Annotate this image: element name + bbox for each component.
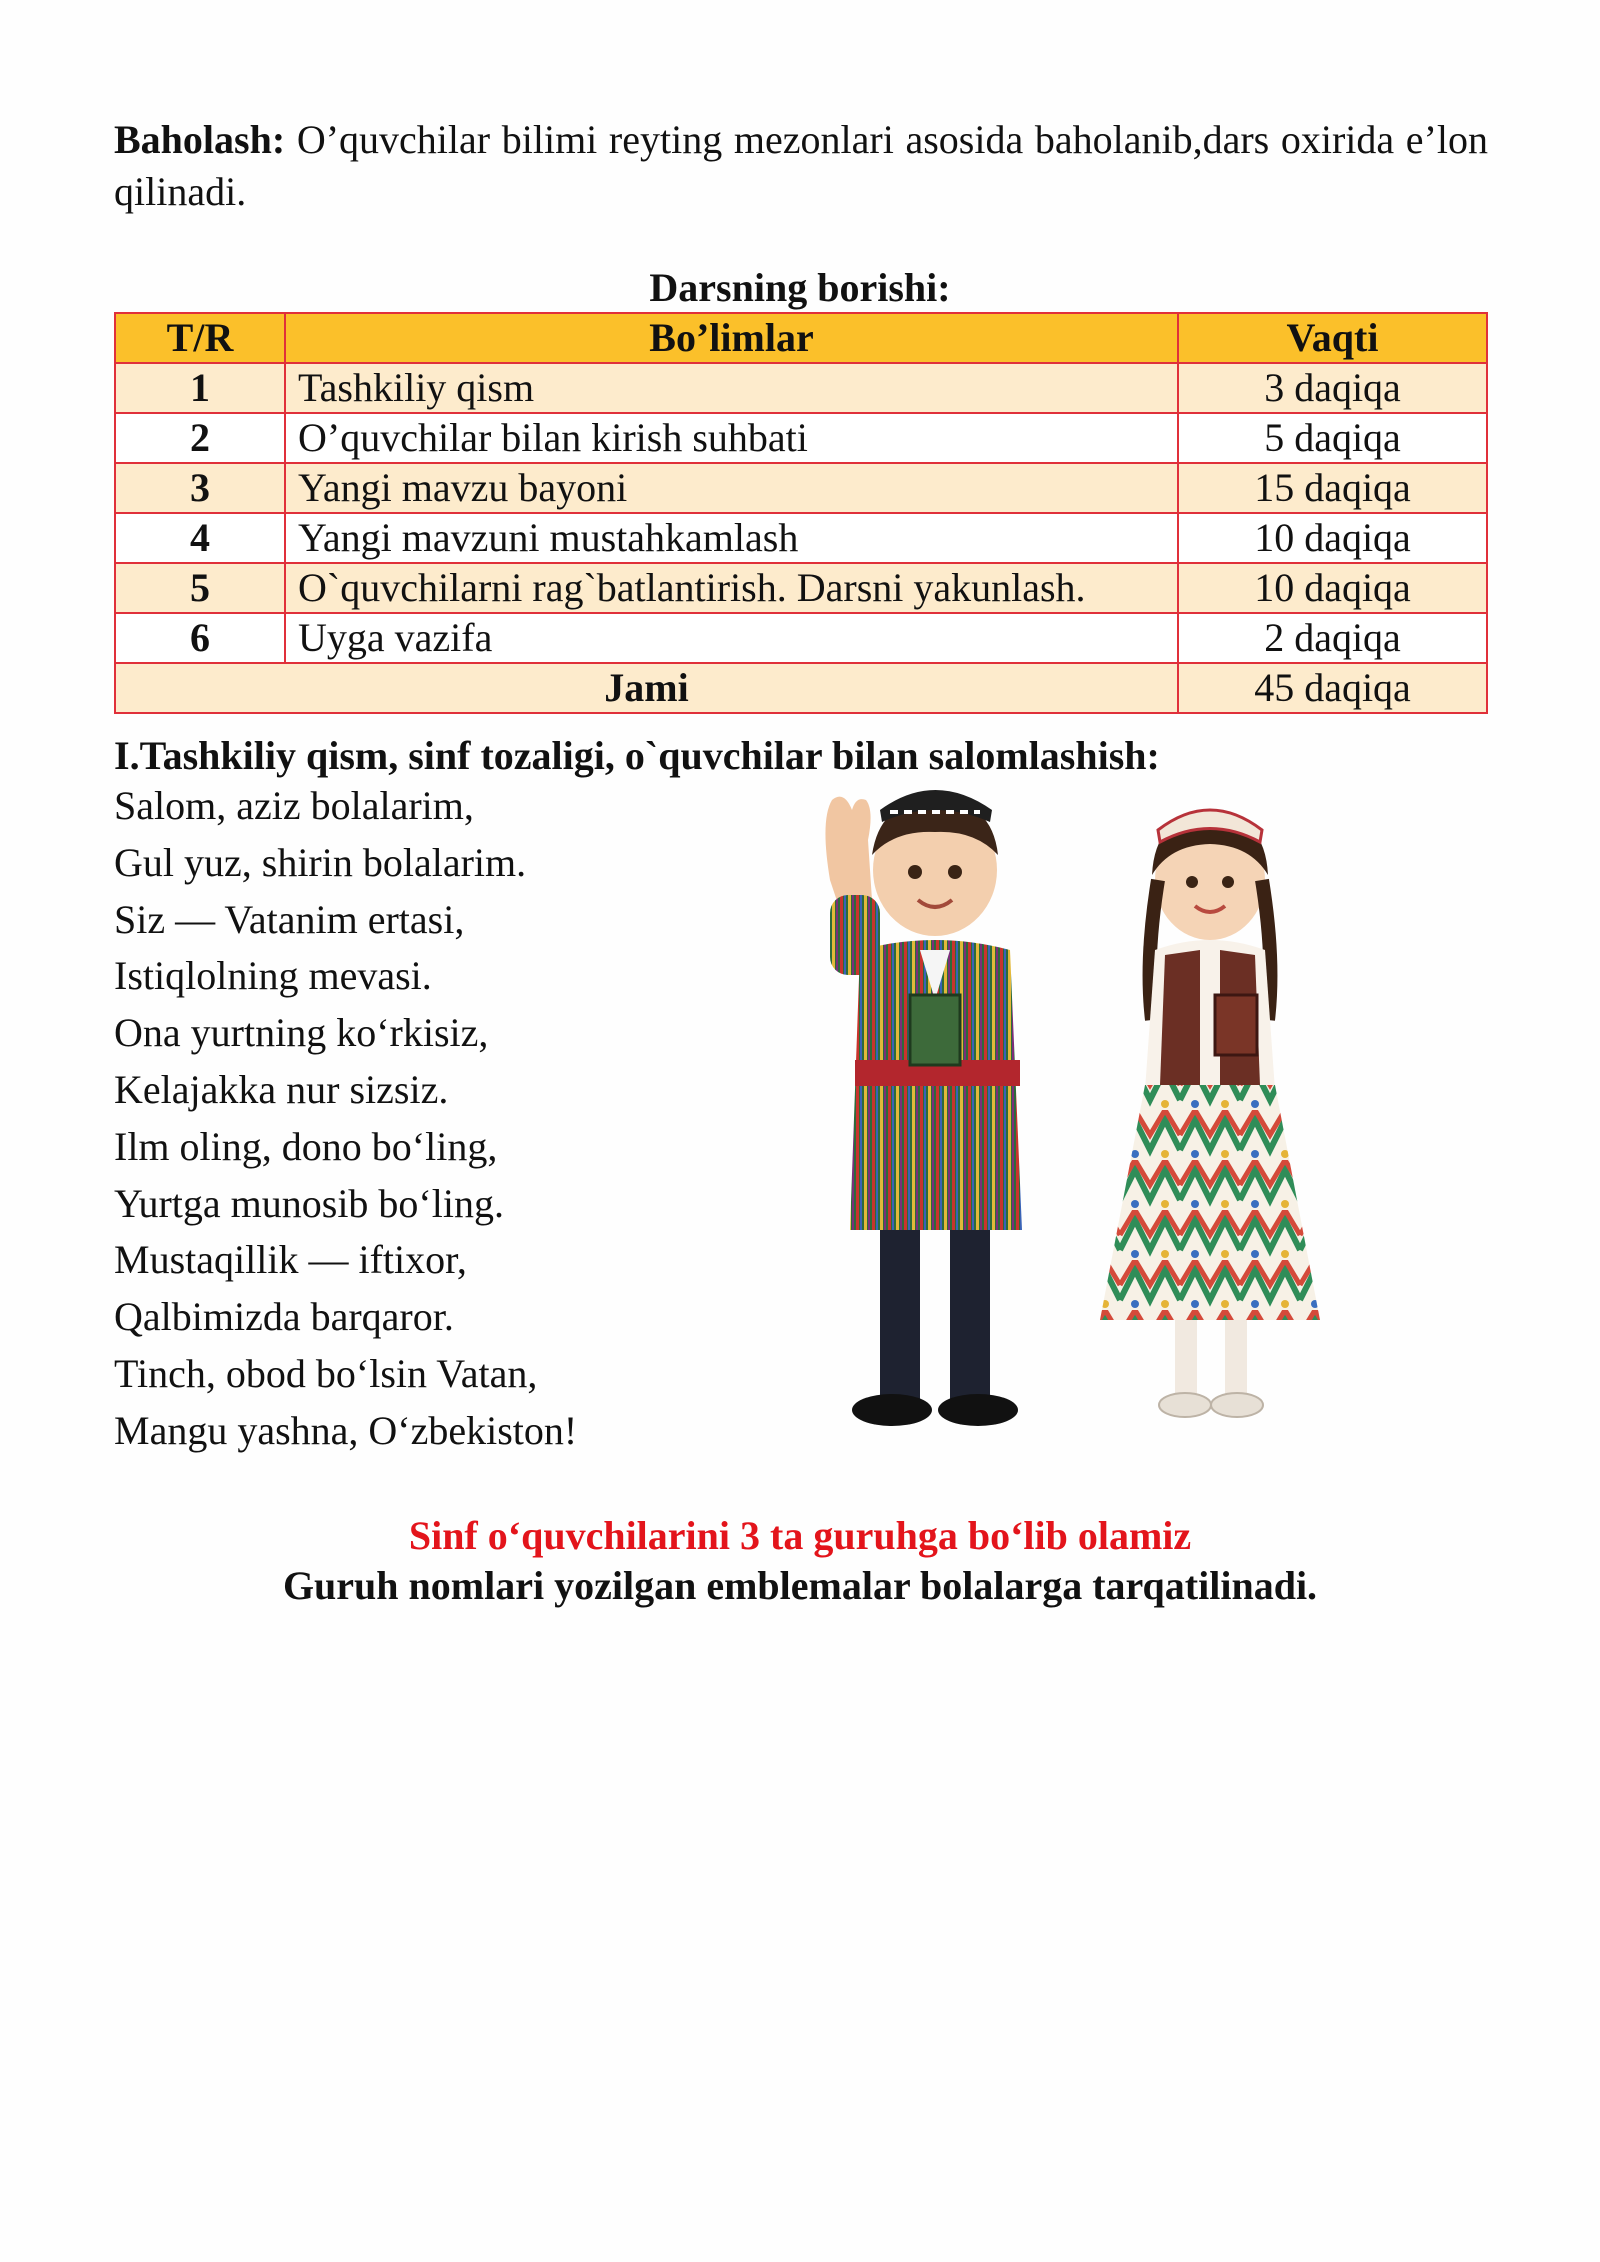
row-time: 15 daqiqa xyxy=(1178,463,1487,513)
table-row xyxy=(115,563,1487,613)
girl-figure xyxy=(1100,810,1320,1417)
row-number: 4 xyxy=(115,513,285,563)
row-time: 10 daqiqa xyxy=(1178,513,1487,563)
row-number: 6 xyxy=(115,613,285,663)
row-time: 3 daqiqa xyxy=(1178,363,1487,413)
poem-line: Yurtga munosib bo‘ling. xyxy=(114,1180,504,1226)
total-label: Jami xyxy=(115,663,1178,713)
row-section: Tashkiliy qism xyxy=(285,363,1178,413)
row-number: 2 xyxy=(115,413,285,463)
lesson-plan-table xyxy=(114,312,1488,714)
poem-line: Istiqlolning mevasi. xyxy=(114,953,432,999)
section-heading: I.Tashkiliy qism, sinf tozaligi, o`quvchilar bilan salomlashish: xyxy=(114,733,1160,778)
row-time: 5 daqiqa xyxy=(1178,413,1487,463)
row-number: 1 xyxy=(115,363,285,413)
table-total-row xyxy=(115,663,1487,713)
poem-line: Qalbimizda barqaror. xyxy=(114,1294,454,1340)
group-division-note: Sinf o‘quvchilarini 3 ta guruhga bo‘lib olamiz xyxy=(408,1513,1192,1558)
table-header-row xyxy=(115,313,1487,363)
table-row xyxy=(115,463,1487,513)
emblem-distribution-note: Guruh nomlari yozilgan emblemalar bolalarga tarqatilinadi. xyxy=(282,1563,1318,1608)
assessment-label: Baholash: xyxy=(114,117,286,162)
table-row xyxy=(115,413,1487,463)
poem-line: Mangu yashna, O‘zbekiston! xyxy=(114,1407,578,1453)
row-number: 5 xyxy=(115,563,285,613)
row-number: 3 xyxy=(115,463,285,513)
greeting-poem xyxy=(114,778,674,1460)
poem-line: Tinch, obod bo‘lsin Vatan, xyxy=(114,1350,538,1396)
table-row xyxy=(115,363,1487,413)
row-section: O`quvchilarni rag`batlantirish. Darsni yakunlash. xyxy=(285,563,1178,613)
assessment-text: O’quvchilar bilimi reyting mezonlari asosida baholanib,dars oxirida e’lon qilinadi. xyxy=(114,117,1488,214)
poem-line: Ilm oling, dono bo‘ling, xyxy=(114,1123,498,1169)
poem-line: Ona yurtning ko‘rkisiz, xyxy=(114,1010,489,1056)
header-number: T/R xyxy=(115,313,285,363)
header-time: Vaqti xyxy=(1178,313,1487,363)
header-sections: Bo’limlar xyxy=(285,313,1178,363)
poem-line: Kelajakka nur sizsiz. xyxy=(114,1066,449,1112)
children-in-national-costume-illustration xyxy=(760,760,1400,1460)
row-time: 2 daqiqa xyxy=(1178,613,1487,663)
total-time: 45 daqiqa xyxy=(1178,663,1487,713)
boy-figure xyxy=(825,790,1022,1426)
table-row xyxy=(115,513,1487,563)
row-section: Uyga vazifa xyxy=(285,613,1178,663)
row-section: O’quvchilar bilan kirish suhbati xyxy=(285,413,1178,463)
row-time: 10 daqiqa xyxy=(1178,563,1487,613)
lesson-table-title: Darsning borishi: xyxy=(649,265,951,310)
assessment-paragraph xyxy=(114,114,1488,218)
table-row xyxy=(115,613,1487,663)
row-section: Yangi mavzuni mustahkamlash xyxy=(285,513,1178,563)
poem-line: Gul yuz, shirin bolalarim. xyxy=(114,839,527,885)
poem-line: Siz — Vatanim ertasi, xyxy=(114,896,465,942)
poem-line: Salom, aziz bolalarim, xyxy=(114,783,474,828)
row-section: Yangi mavzu bayoni xyxy=(285,463,1178,513)
poem-line: Mustaqillik — iftixor, xyxy=(114,1237,467,1283)
